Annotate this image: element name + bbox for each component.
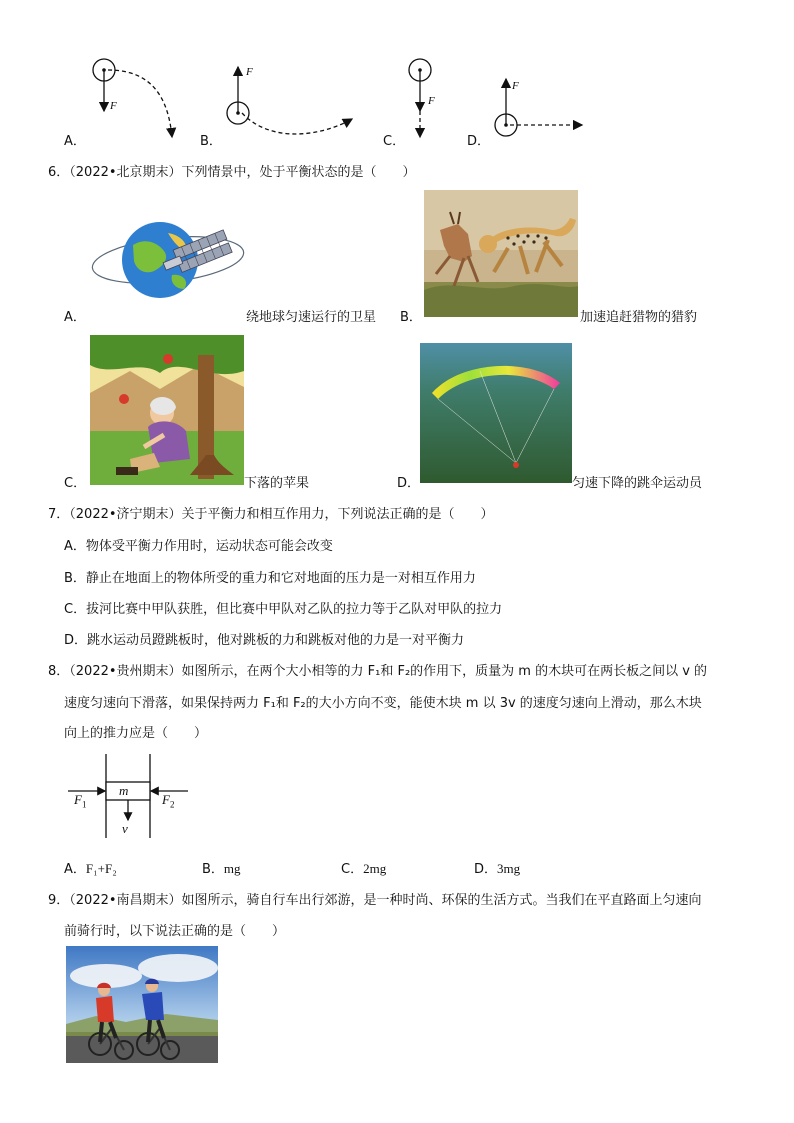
q5-figure-a bbox=[93, 59, 172, 137]
q6-option-c-letter[interactable]: C． bbox=[64, 476, 87, 491]
q6-option-d-letter[interactable]: D． bbox=[397, 476, 421, 491]
q8-option-b[interactable]: B．mg bbox=[202, 861, 241, 877]
cyclists-image bbox=[66, 946, 218, 1063]
q7-option-b[interactable]: B．静止在地面上的物体所受的重力和它对地面的压力是一对相互作用力 bbox=[64, 571, 476, 586]
q5-figure-d bbox=[495, 79, 582, 136]
q5-b-force-label: F bbox=[246, 66, 253, 78]
q6-option-a-letter[interactable]: A． bbox=[64, 310, 86, 325]
q8-stem-line-2: 速度匀速向下滑落，如果保持两力 F₁和 F₂的大小方向不变，能使木块 m 以 3v 的速度匀速向上滑动，那么木块 bbox=[64, 696, 702, 711]
q8-velocity-label: v bbox=[122, 821, 128, 836]
q7-option-a[interactable]: A．物体受平衡力作用时，运动状态可能会改变 bbox=[64, 539, 333, 554]
q7-stem: 7．（2022•济宁期末）关于平衡力和相互作用力，下列说法正确的是（ ） bbox=[48, 507, 494, 522]
q6-option-a-text: 绕地球匀速运行的卫星 bbox=[246, 310, 377, 325]
q8-f1-label: $F_1$ bbox=[74, 792, 87, 810]
apple-tree-image bbox=[90, 335, 244, 485]
paraglider-image bbox=[420, 343, 572, 483]
satellite-image bbox=[88, 215, 248, 305]
q8-stem-line-3: 向上的推力应是（ ） bbox=[64, 726, 208, 741]
q5-c-force-label: F bbox=[428, 95, 435, 107]
q5-option-d[interactable]: D． bbox=[467, 134, 491, 149]
q7-option-c[interactable]: C．拔河比赛中甲队获胜，但比赛中甲队对乙队的拉力等于乙队对甲队的拉力 bbox=[64, 602, 503, 617]
q6-option-b-letter[interactable]: B． bbox=[400, 310, 422, 325]
q8-stem-line-1: 8．（2022•贵州期末）如图所示，在两个大小相等的力 F₁和 F₂的作用下，质量为 m 的木块可在两长板之间以 v 的 bbox=[48, 664, 708, 679]
q5-option-a[interactable]: A． bbox=[64, 134, 86, 149]
q8-option-d[interactable]: D．3mg bbox=[474, 861, 521, 877]
q6-option-c-text: 下落的苹果 bbox=[244, 476, 310, 491]
q8-f2-label: $F_2$ bbox=[162, 792, 175, 810]
q7-option-d[interactable]: D．跳水运动员蹬跳板时，他对跳板的力和跳板对他的力是一对平衡力 bbox=[64, 633, 465, 648]
q8-option-c[interactable]: C．2mg bbox=[341, 861, 387, 877]
q5-option-c[interactable]: C． bbox=[383, 134, 406, 149]
q6-option-b-text: 加速追赶猎物的猎豹 bbox=[580, 310, 698, 325]
q5-a-force-label: F bbox=[110, 100, 117, 112]
q8-option-a[interactable]: A．F₁+F₂ bbox=[64, 861, 117, 877]
q5-option-b[interactable]: B． bbox=[200, 134, 222, 149]
q9-stem-line-2: 前骑行时，以下说法正确的是（ ） bbox=[64, 924, 286, 939]
q8-mass-label: m bbox=[119, 783, 129, 798]
q5-d-force-label: F bbox=[512, 80, 519, 92]
q9-stem-line-1: 9．（2022•南昌期末）如图所示，骑自行车出行郊游，是一种时尚、环保的生活方式。当我们在平直路面上匀速向 bbox=[48, 893, 702, 908]
q5-figures bbox=[60, 55, 600, 145]
q6-option-d-text: 匀速下降的跳伞运动员 bbox=[572, 476, 703, 491]
q6-stem: 6．（2022•北京期末）下列情景中，处于平衡状态的是（ ） bbox=[48, 165, 416, 180]
cheetah-image bbox=[424, 190, 578, 317]
